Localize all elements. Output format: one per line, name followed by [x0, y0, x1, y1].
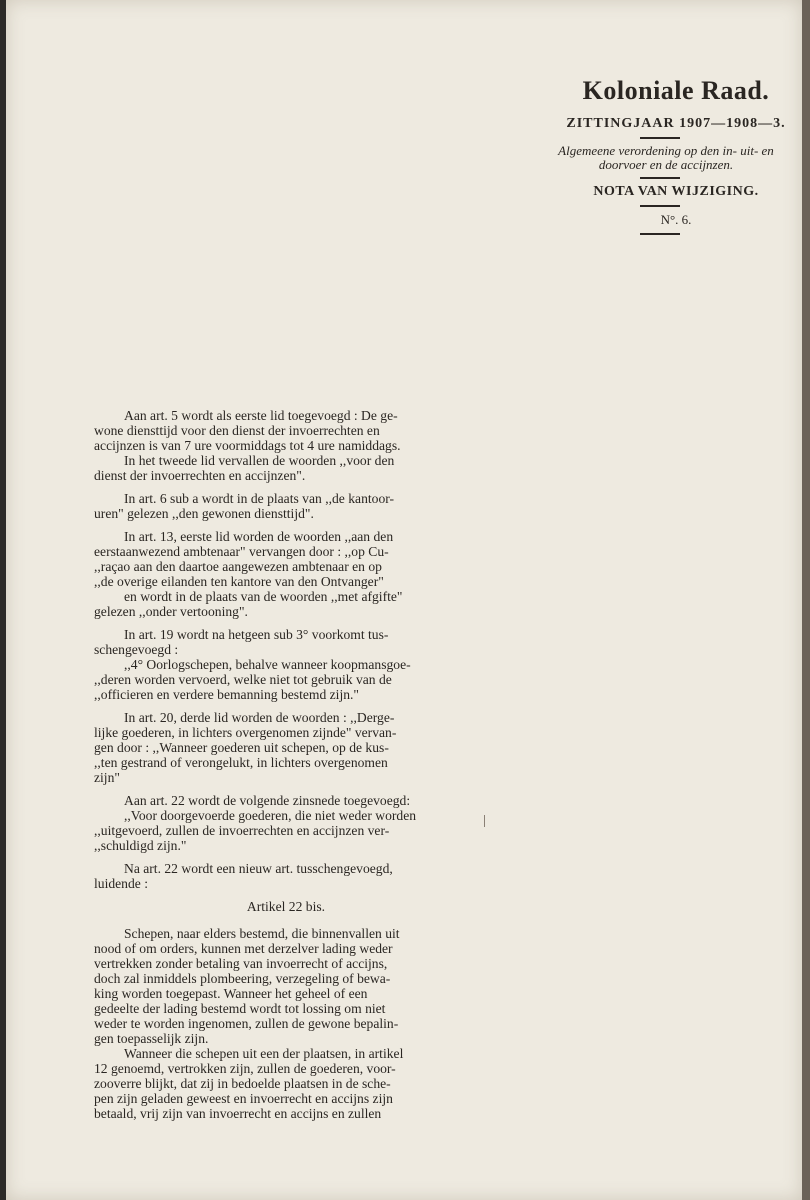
text-line: dienst der invoerrechten en accijnzen".	[94, 468, 306, 483]
text-line: ,,Voor doorgevoerde goederen, die niet weder worden	[124, 808, 417, 823]
text-line: gelezen ,,onder vertooning".	[94, 604, 248, 619]
document-header	[506, 76, 806, 240]
text-line: ,,schuldigd zijn."	[94, 838, 187, 853]
text-line: gen door : ,,Wanneer goederen uit schepen, op de kus-	[94, 740, 389, 755]
paragraph-art-13	[94, 529, 478, 619]
page-edge	[802, 0, 810, 1200]
text-line: nood of om orders, kunnen met derzelver lading weder	[94, 941, 393, 956]
divider-rule	[640, 137, 680, 139]
text-line: gen toepasselijk zijn.	[94, 1031, 209, 1046]
document-number: N°. 6.	[660, 212, 692, 227]
text-line: In art. 6 sub a wordt in de plaats van ,,de kantoor-	[124, 491, 395, 506]
text-line: ,,officieren en verdere bemanning bestemd zijn."	[94, 687, 359, 702]
text-line: ,,raçao aan den daartoe aangewezen ambtenaar en op	[94, 559, 382, 574]
text-line: zijn"	[94, 770, 120, 785]
text-line: betaald, vrij zijn van invoerrecht en accijns en zullen	[94, 1106, 382, 1121]
text-line: ,,uitgevoerd, zullen de invoerrechten en accijnzen ver-	[94, 823, 390, 838]
text-line: schengevoegd :	[94, 642, 179, 657]
text-line: weder te worden ingenomen, zullen de gewone bepalin-	[94, 1016, 399, 1031]
text-line: pen zijn geladen geweest en invoerrecht en accijns zijn	[94, 1091, 393, 1106]
text-line: vertrekken zonder betaling van invoerrecht of accijns,	[94, 956, 388, 971]
text-line: ,,de overige eilanden ten kantore van den Ontvanger"	[94, 574, 384, 589]
text-line: luidende :	[94, 876, 148, 891]
paragraph-art-5	[94, 408, 478, 483]
session-year: ZITTINGJAAR 1907—1908—3.	[566, 116, 786, 131]
text-line: lijke goederen, in lichters overgenomen zijnde" vervan-	[94, 725, 397, 740]
text-line: In art. 13, eerste lid worden de woorden ,,aan den	[124, 529, 394, 544]
paragraph-art-22	[94, 793, 478, 853]
text-line: Artikel 22 bis.	[246, 899, 326, 914]
document-page	[6, 0, 802, 1200]
text-line: en wordt in de plaats van de woorden ,,met afgifte"	[124, 589, 403, 604]
nota-heading: NOTA VAN WIJZIGING.	[593, 184, 759, 199]
text-line: Aan art. 22 wordt de volgende zinsnede toegevoegd:	[124, 793, 411, 808]
text-line: Aan art. 5 wordt als eerste lid toegevoegd : De ge-	[124, 408, 398, 423]
paragraph-art-19	[94, 627, 478, 702]
text-line: wone diensttijd voor den dienst der invoerrechten en	[94, 423, 380, 438]
document-subject: Algemeene verordening op den in- uit- en doorvoer en de accijnzen.	[558, 143, 774, 172]
text-line: accijnzen is van 7 ure voormiddags tot 4 ure namiddags.	[94, 438, 401, 453]
text-line: uren" gelezen ,,den gewonen diensttijd".	[94, 506, 314, 521]
text-line: eerstaanwezend ambtenaar" vervangen door : ,,op Cu-	[94, 544, 389, 559]
text-line: doch zal inmiddels plombeering, verzegeling of bewa-	[94, 971, 391, 986]
margin-mark	[484, 815, 485, 827]
text-line: 12 genoemd, vertrokken zijn, zullen de goederen, voor-	[94, 1061, 396, 1076]
divider-rule	[640, 177, 680, 179]
text-line: zooverre blijkt, dat zij in bedoelde plaatsen in de sche-	[94, 1076, 391, 1091]
text-line: Na art. 22 wordt een nieuw art. tusschengevoegd,	[124, 861, 393, 876]
text-line: ,,ten gestrand of verongelukt, in lichters overgenomen	[94, 755, 388, 770]
divider-rule	[640, 205, 680, 207]
text-line: In het tweede lid vervallen de woorden ,,voor den	[124, 453, 395, 468]
divider-rule	[640, 233, 680, 235]
text-line: ,,deren worden vervoerd, welke niet tot gebruik van de	[94, 672, 392, 687]
paragraph-new-article	[94, 861, 478, 891]
text-line: gedeelte der lading bestemd wordt tot lossing om niet	[94, 1001, 386, 1016]
header-title: Koloniale Raad.	[582, 76, 770, 105]
paragraph-art-20	[94, 710, 478, 785]
text-line: In art. 20, derde lid worden de woorden : ,,Derge-	[124, 710, 395, 725]
text-line: Schepen, naar elders bestemd, die binnenvallen uit	[124, 926, 400, 941]
text-line: Wanneer die schepen uit een der plaatsen, in artikel	[124, 1046, 404, 1061]
text-line: In art. 19 wordt na hetgeen sub 3° voorkomt tus-	[124, 627, 389, 642]
paragraph-article-22-bis	[94, 926, 478, 1121]
paragraph-art-6	[94, 491, 478, 521]
document-body	[94, 408, 478, 1129]
article-22-bis-heading	[94, 899, 478, 914]
text-line: king worden toegepast. Wanneer het geheel of een	[94, 986, 368, 1001]
text-line: ,,4° Oorlogschepen, behalve wanneer koopmansgoe-	[124, 657, 411, 672]
